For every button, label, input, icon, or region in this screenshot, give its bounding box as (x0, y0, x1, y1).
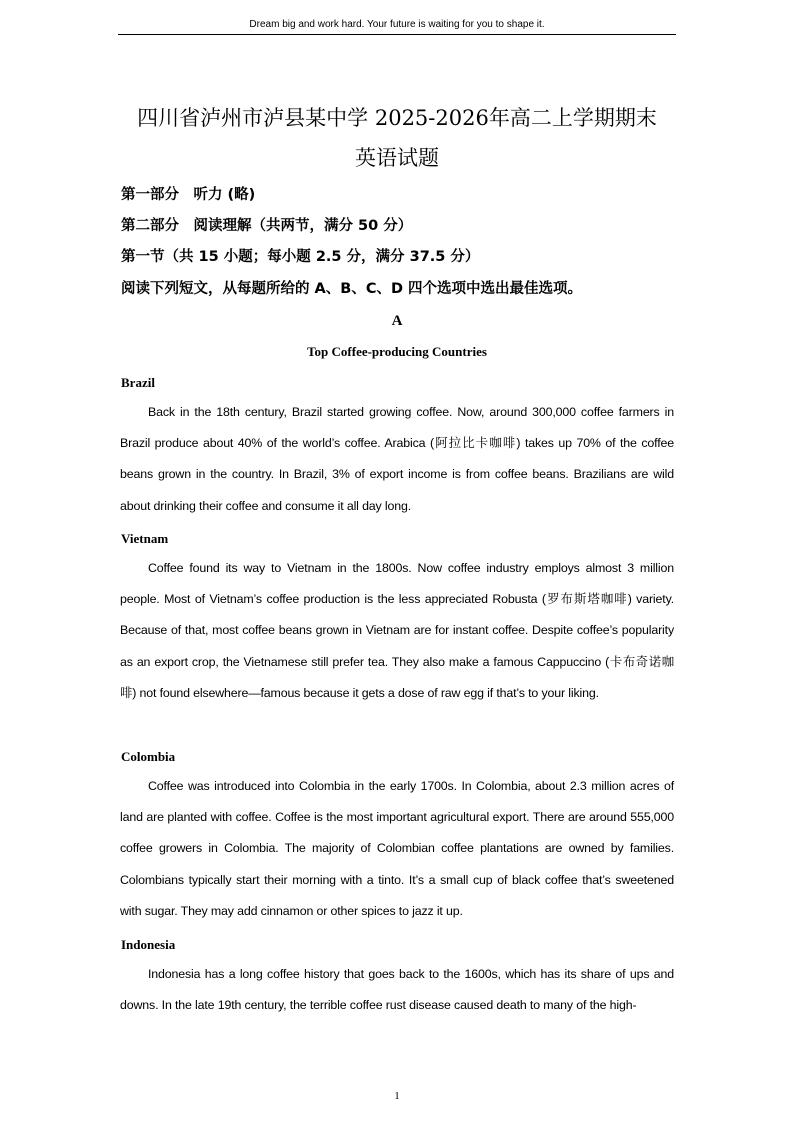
page-number: 1 (394, 1090, 400, 1102)
reading-instruction: 阅读下列短文，从每题所给的 A、B、C、D 四个选项中选出最佳选项。 (121, 281, 583, 297)
exam-subject-title: 英语试题 (355, 146, 439, 170)
section-part-two: 第二部分 阅读理解（共两节，满分 50 分） (121, 218, 413, 234)
header-divider (118, 34, 676, 35)
section-part-one: 第一部分 听力 (略) (121, 187, 256, 203)
country-heading-colombia: Colombia (121, 749, 176, 764)
header-motto: Dream big and work hard. Your future is waiting for you to shape it. (249, 19, 545, 30)
exam-title: 四川省泸州市泸县某中学 2025-2026年高二上学期期末 (137, 106, 657, 130)
section-one-heading: 第一节（共 15 小题；每小题 2.5 分，满分 37.5 分） (121, 249, 480, 265)
country-heading-brazil: Brazil (121, 375, 155, 390)
paragraph-vietnam: Coffee found its way to Vietnam in the 1800s. Now coffee industry employs almost 3 million people. Most of Vietnam’s coffee production is the less appreciated Robusta (罗布斯塔咖啡) variety. Because of that, most coffee beans grown in Vietnam are for instant coffee. Despite coffee’s popularity as an export crop, the Vietnamese still prefer tea. They also make a famous Cappuccino (卡布奇诺咖啡) not found elsewhere—famous because it gets a dose of raw egg if that’s to your liking. (120, 561, 674, 700)
country-heading-indonesia: Indonesia (121, 937, 176, 952)
paragraph-indonesia: Indonesia has a long coffee history that goes back to the 1600s, which has its share of ups and downs. In the late 19th century, the terrible coffee rust disease caused death to many of the high- (120, 967, 674, 1013)
paragraph-colombia: Coffee was introduced into Colombia in the early 1700s. In Colombia, about 2.3 million acres of land are planted with coffee. Coffee is the most important agricultural export. There are around 555,000 coffee growers in Colombia. The majority of Colombian coffee plantations are owned by families. Colombians typically start their morning with a tinto. It’s a small cup of black coffee that’s sweetened with sugar. They may add cinnamon or other spices to jazz it up. (120, 779, 674, 918)
passage-title: Top Coffee-producing Countries (307, 344, 487, 359)
country-heading-vietnam: Vietnam (121, 531, 169, 546)
paragraph-brazil: Back in the 18th century, Brazil started growing coffee. Now, around 300,000 coffee farmers in Brazil produce about 40% of the world’s coffee. Arabica (阿拉比卡咖啡) takes up 70% of the coffee beans grown in the country. In Brazil, 3% of export income is from coffee beans. Brazilians are wild about drinking their coffee and consume it all day long. (120, 405, 674, 513)
passage-letter: A (391, 313, 403, 329)
